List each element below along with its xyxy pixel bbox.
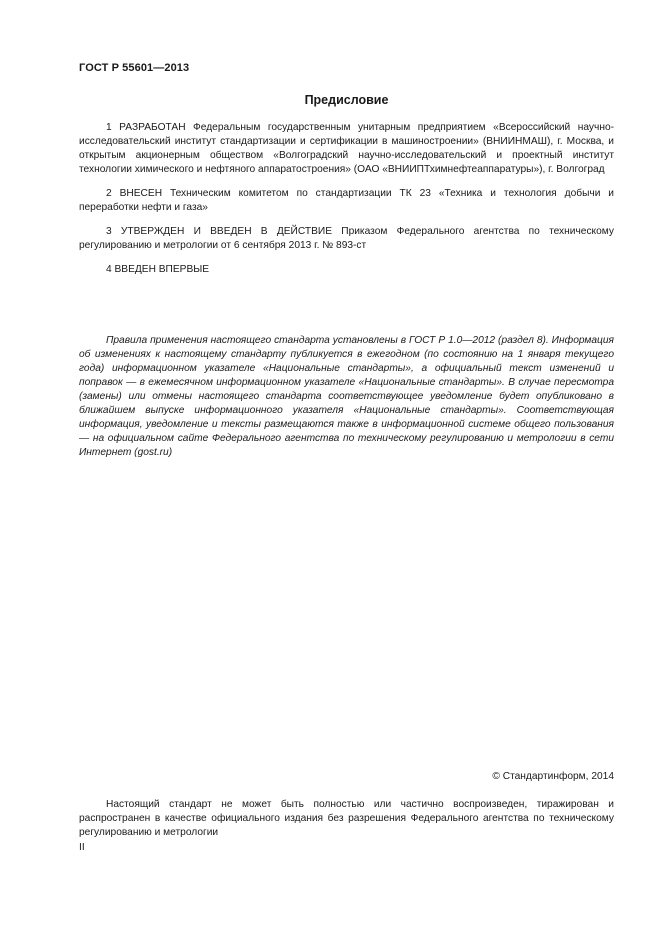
standard-code: ГОСТ Р 55601—2013 — [79, 62, 190, 74]
paragraph-developed-by: 1 РАЗРАБОТАН Федеральным государственным унитарным предприятием «Всероссийский научно-исследовательский институт стандартизации и сертификации в машиностроении» (ВНИИНМАШ), г. Москва, и открытым акционерным обществом «Волгоградский научно-исследовательский и проектный институт технологии химического и нефтяного аппаратостроения» (ОАО «ВНИИПТхимнефтеаппаратуры»), г. Волгоград — [79, 122, 614, 175]
paragraph-approved: 3 УТВЕРЖДЕН И ВВЕДЕН В ДЕЙСТВИЕ Приказом Федерального агентства по техническому регулированию и метрологии от 6 сентября 2013 г. № 893-ст — [79, 226, 614, 251]
page-number: II — [79, 842, 85, 853]
paragraph-introduced-by: 2 ВНЕСЕН Техническим комитетом по стандартизации ТК 23 «Техника и технология добычи и переработки нефти и газа» — [79, 188, 614, 213]
usage-rules-notice: Правила применения настоящего стандарта установлены в ГОСТ Р 1.0—2012 (раздел 8). Информация об изменениях к настоящему стандарту публикуется в ежегодном (по состоянию на 1 января текущего года) информационном указателе «Национальные стандарты», а официальный текст изменений и поправок — в ежемесячном информационном указателе «Национальные стандарты». В случае пересмотра (замены) или отмены настоящего стандарта соответствующее уведомление будет опубликовано в ближайшем выпуске информационного указателя «Национальные стандарты». Соответствующая информация, уведомление и тексты размещаются также в информационной системе общего пользования — на официальном сайте Федерального агентства по техническому регулированию и метрологии в сети Интернет (gost.ru) — [79, 335, 614, 458]
page-title: Предисловие — [304, 93, 389, 107]
paragraph-first-introduced: 4 ВВЕДЕН ВПЕРВЫЕ — [106, 264, 210, 275]
preface-body — [79, 121, 614, 277]
reproduction-notice: Настоящий стандарт не может быть полностью или частично воспроизведен, тиражирован и распространен в качестве официального издания без разрешения Федерального агентства по техническому регулированию и метрологии — [79, 799, 614, 838]
copyright-line: © Стандартинформ, 2014 — [492, 771, 614, 782]
